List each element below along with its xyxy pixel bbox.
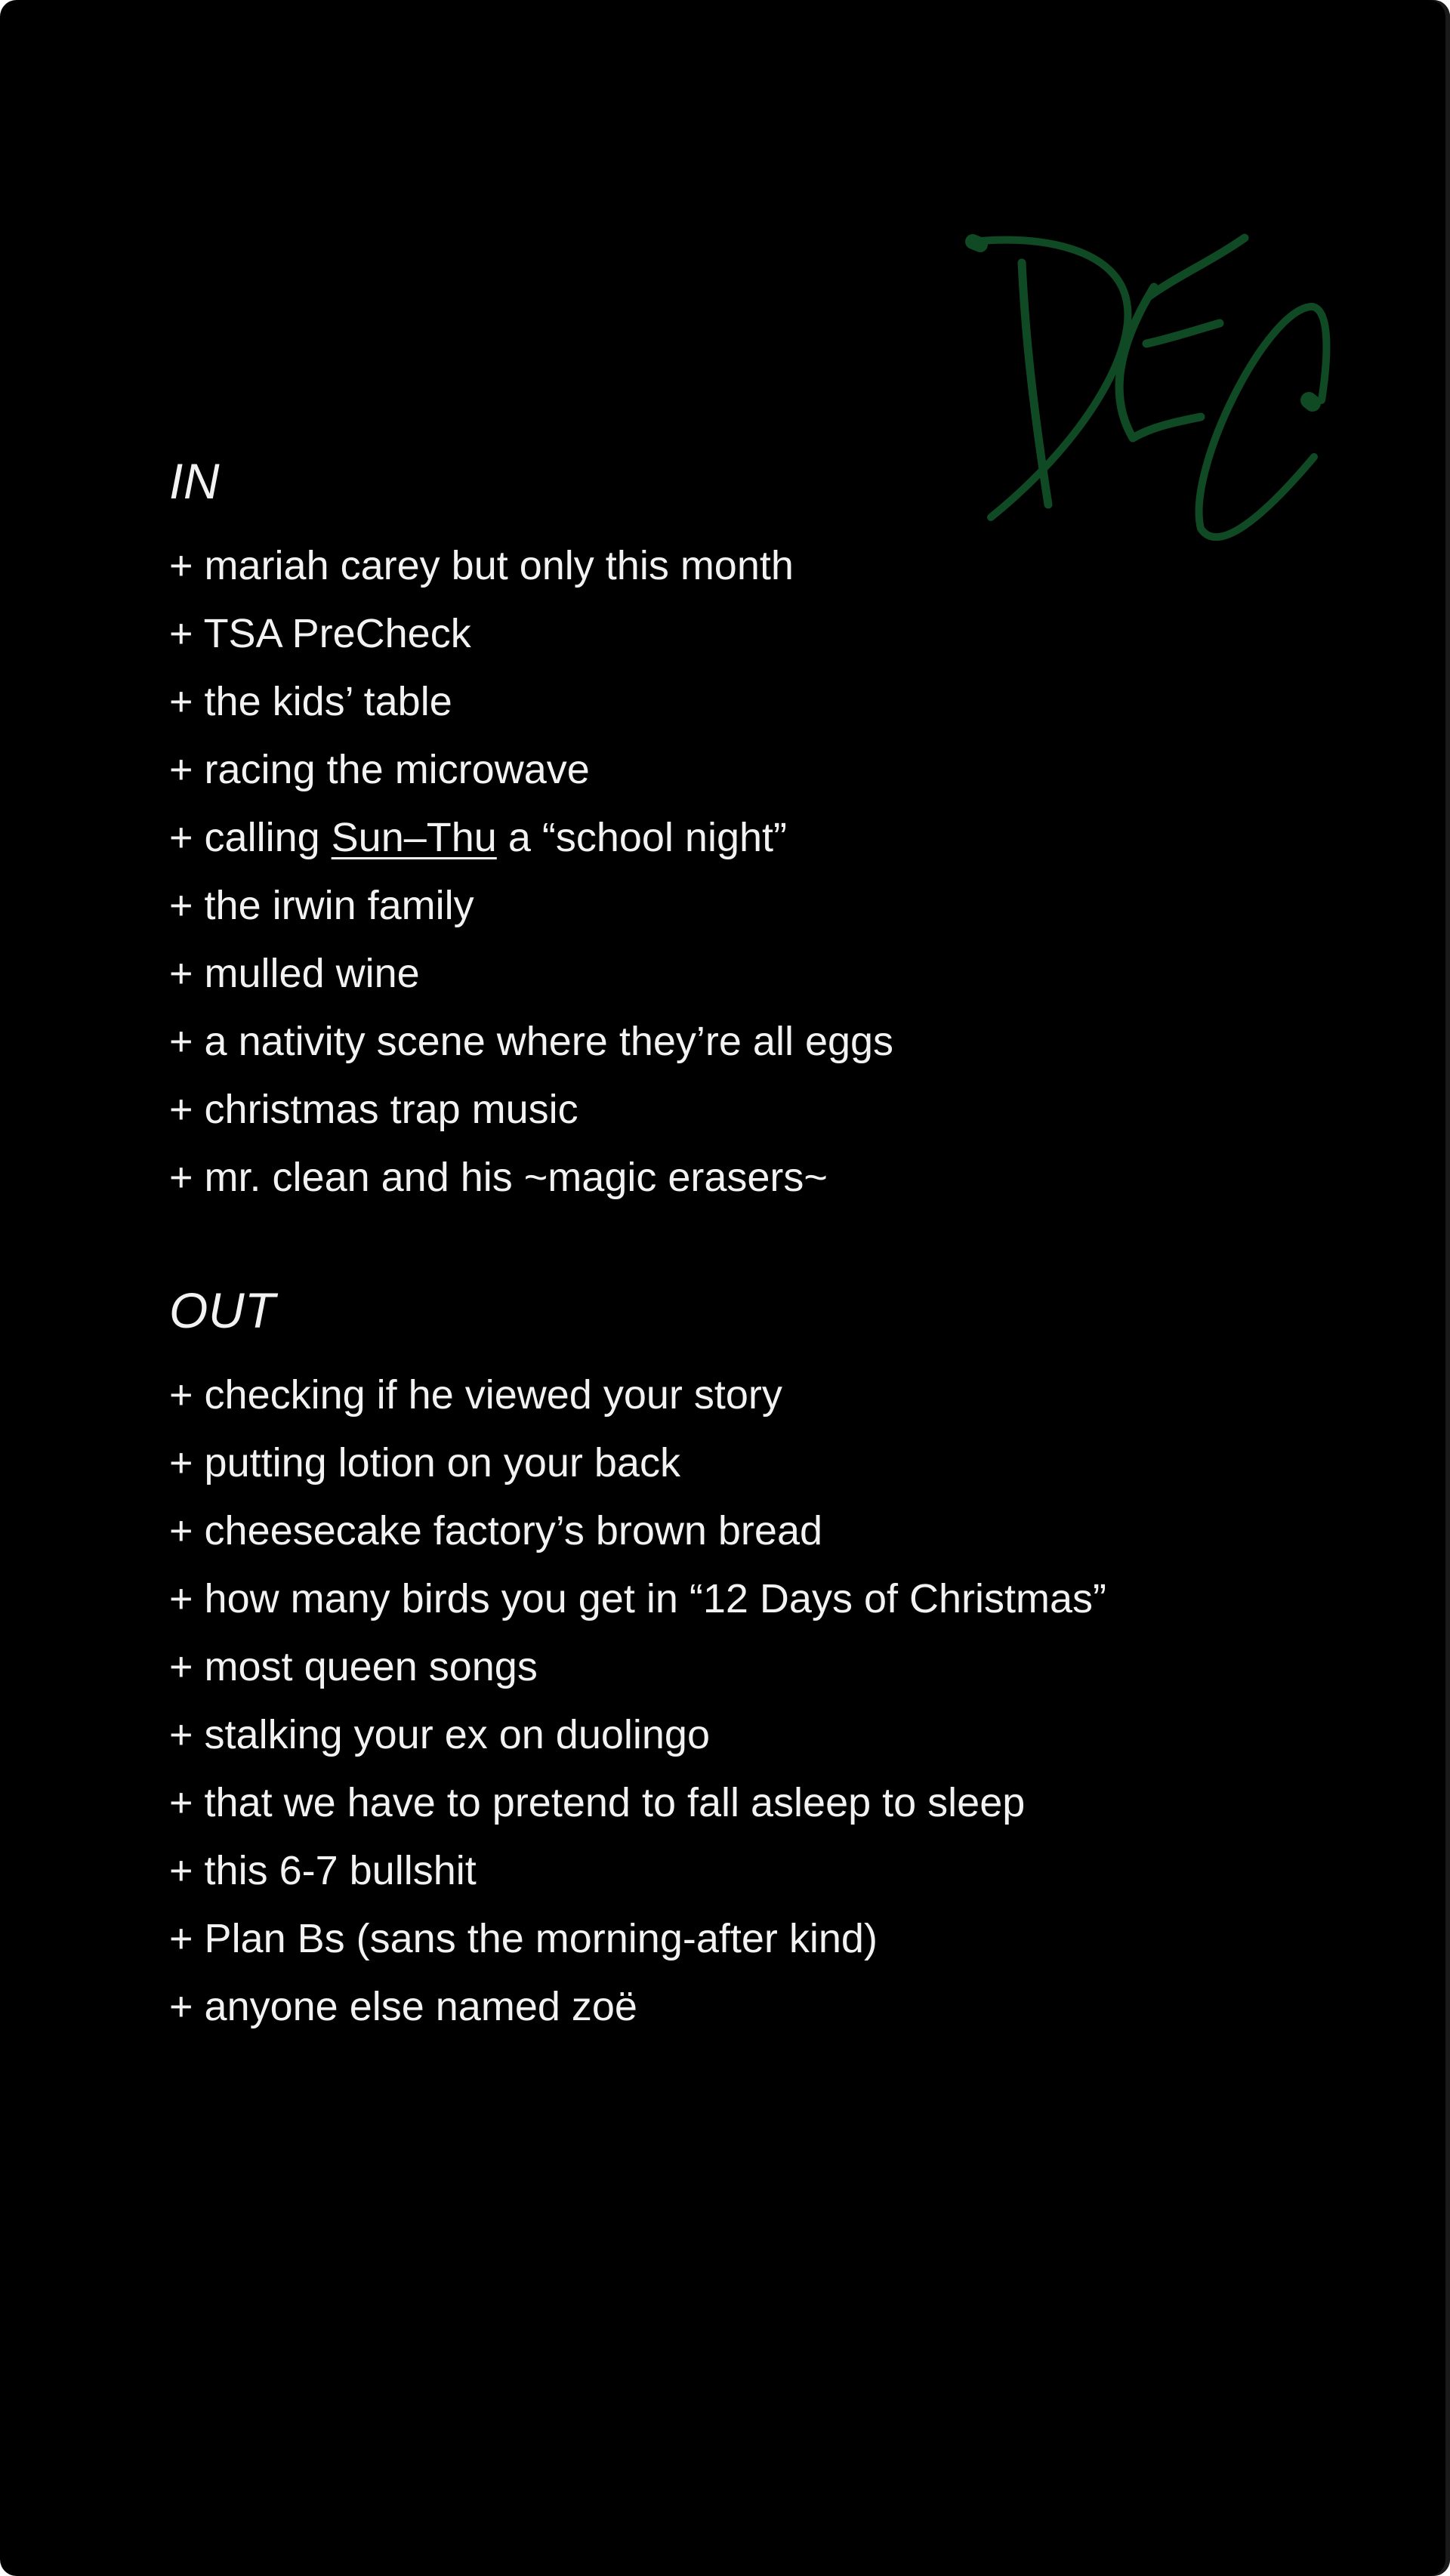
out-list-item [169,1361,1347,1429]
out-heading: OUT [169,1282,276,1338]
item-bullet: + [169,1440,205,1485]
item-text: racing the microwave [204,747,590,792]
item-bullet: + [169,1372,205,1418]
in-list-item [169,1075,1347,1143]
in-list [169,532,1347,1211]
item-bullet: + [169,951,205,996]
in-section [169,447,1347,1211]
out-list-item [169,1905,1347,1973]
note-content [169,447,1347,2041]
in-list-item [169,1007,1347,1075]
in-list-item [169,600,1347,668]
item-text: most queen songs [204,1644,538,1689]
item-bullet: + [169,1019,205,1064]
in-list-item [169,872,1347,939]
item-bullet: + [169,1576,205,1621]
item-bullet: + [169,1780,205,1825]
out-list-item [169,1973,1347,2041]
item-bullet: + [169,883,205,928]
item-bullet: + [169,1916,205,1961]
in-list-item [169,736,1347,804]
item-text: Plan Bs (sans the morning-after kind) [204,1916,878,1961]
item-bullet: + [169,1848,205,1893]
item-text: this 6-7 bullshit [204,1848,477,1893]
item-text: checking if he viewed your story [204,1372,782,1418]
item-text: the irwin family [204,883,474,928]
out-list-item [169,1565,1347,1633]
out-list-item [169,1837,1347,1905]
item-text: christmas trap music [204,1087,578,1132]
in-list-item [169,1143,1347,1211]
item-bullet: + [169,747,205,792]
in-list-item [169,668,1347,736]
item-bullet: + [169,543,205,588]
item-bullet: + [169,815,205,860]
item-bullet: + [169,1712,205,1757]
item-text: a nativity scene where they’re all eggs [204,1019,894,1064]
out-list-item [169,1497,1347,1565]
out-list-item [169,1769,1347,1837]
item-bullet: + [169,1087,205,1132]
item-text: that we have to pretend to fall asleep to sleep [204,1780,1026,1825]
item-text: stalking your ex on duolingo [204,1712,710,1757]
out-list [169,1361,1347,2041]
item-bullet: + [169,1508,205,1553]
item-bullet: + [169,1155,205,1200]
item-text: mulled wine [204,951,420,996]
out-list-item [169,1633,1347,1701]
in-list-item [169,532,1347,600]
out-list-item [169,1429,1347,1497]
item-text: TSA PreCheck [203,611,471,656]
sun-thu-link[interactable]: Sun–Thu [331,815,497,860]
out-list-item [169,1701,1347,1769]
item-text: putting lotion on your back [204,1440,680,1485]
out-section [169,1276,1347,2041]
item-bullet: + [169,679,205,724]
item-text: mariah carey but only this month [204,543,794,588]
in-heading: IN [169,453,220,509]
in-list-item [169,939,1347,1007]
item-text: mr. clean and his ~magic erasers~ [204,1155,828,1200]
item-text: the kids’ table [204,679,452,724]
item-text: anyone else named zoë [204,1984,637,2029]
item-text-before-link: calling [204,815,332,860]
item-text-after-link: a “school night” [496,815,788,860]
in-list-item [169,804,1347,872]
item-bullet: + [169,1644,205,1689]
item-bullet: + [169,1984,205,2029]
item-text: cheesecake factory’s brown bread [204,1508,823,1553]
item-bullet: + [169,611,204,656]
item-text: how many birds you get in “12 Days of Christmas” [204,1576,1107,1621]
